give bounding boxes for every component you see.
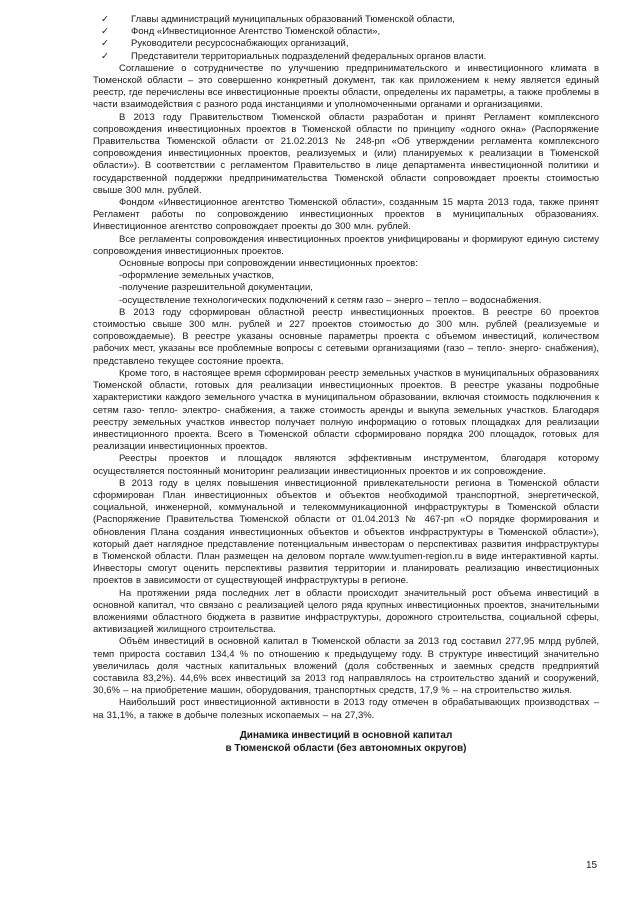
paragraph: Объём инвестиций в основной капитал в Тюменской области за 2013 год составил 277,95 млрд рублей, темп прироста составил 134,4 % по отношению к предыдущему году. В структуре инвестиций значительно увеличилась доля частных капитальных вложений (доля собственных и заемных средств предприятий составила 83,2%). 44,6% всех инвестиций за 2013 год направлялось на строительство зданий и сооружений, 30,6% – на приобретение машин, оборудования, транспортных средств, 17,9 % – на строительство жилья.: [93, 636, 599, 697]
paragraph: Соглашение о сотрудничестве по улучшению предпринимательского и инвестиционного климата в Тюменской области – это совершенно конкретный документ, так как приложением к нему является единый реестр, где перечислены все инвестиционные проекты области, определены их параметры, а также проблемы в части взаимодействия с разного рода инстанциями и уполномоченными органами и организациями.: [93, 62, 599, 111]
list-item: [93, 51, 599, 63]
checkmark-icon: ✓: [101, 38, 109, 50]
paragraph: Реестры проектов и площадок являются эффективным инструментом, благодаря которому осуществляется постоянный мониторинг реализации инвестиционных проектов и их сопровождение.: [93, 453, 599, 477]
section-heading: [93, 729, 599, 755]
paragraph: В 2013 году в целях повышения инвестиционной привлекательности региона в Тюменской области сформирован План инвестиционных объектов и объектов необходимой транспортной, энергетической, социальной, инженерной, коммунальной и телекоммуникационной инфраструктуры в Тюменской области (Распоряжение Правительства Тюменской области от 01.04.2013 № 467-рп «О порядке формирования и обновления Плана создания инвестиционных объектов и объектов инфраструктуры в Тюменской области»), который дает наглядное представление потенциальным инвесторам о перспективах развития инфраструктуры в Тюменской области. План размещен на деловом портале www.tyumen-region.ru в виде интерактивной карты. Инвесторы смогут оценить перспективы развития территории и планировать реализацию инвестиционных проектов в зависимости от существующей инфраструктуры в регионе.: [93, 477, 599, 587]
paragraph: На протяжении ряда последних лет в области происходит значительный рост объема инвестиций в основной капитал, что связано с реализацией целого ряда крупных инвестиционных проектов, значительными вложениями областного бюджета в развитие инфраструктуры, дорожного строительства, социальной сферы, активизацией жилищного строительства.: [93, 587, 599, 636]
paragraph: Фондом «Инвестиционное агентство Тюменской области», созданным 15 марта 2013 года, также принят Регламент работы по сопровождению инвестиционных проектов в муниципальных образованиях. Инвестиционное агентство сопровождает проекты до 300 млн. рублей.: [93, 197, 599, 233]
list-item: [93, 14, 599, 26]
checkmark-icon: ✓: [101, 26, 109, 38]
list-item: [93, 26, 599, 38]
paragraph: Кроме того, в настоящее время сформирован реестр земельных участков в муниципальных образованиях Тюменской области, готовых для реализации инвестиционных проектов. В реестре указаны подробные характеристики каждого земельного участка в муниципальном образовании, включая стоимость подключения к сетям газо- тепло- электро- снабжения, а также стоимость аренды и выкупа земельных участков. Благодаря реестру земельных участков инвестор получает полную информацию о готовых площадках для реализации инвестиционного проекта. Всего в Тюменской области сформировано порядка 200 площадок, готовых для реализации инвестиционных проектов.: [93, 367, 599, 453]
checkmark-icon: ✓: [101, 14, 109, 25]
list-item: [93, 38, 599, 50]
list-item-text: Руководители ресурсоснабжающих организаций,: [131, 38, 349, 50]
list-item-text: Главы администраций муниципальных образований Тюменской области,: [131, 14, 455, 25]
paragraph: Наибольший рост инвестиционной активности в 2013 году отмечен в обрабатывающих производствах – на 31,1%, а также в добыче полезных ископаемых – на 27,3%.: [93, 697, 599, 721]
heading-line: Динамика инвестиций в основной капитал: [239, 729, 453, 741]
heading-line: в Тюменской области (без автономных округов): [225, 742, 467, 754]
checkmark-icon: ✓: [101, 50, 109, 62]
page-number: 15: [586, 860, 598, 871]
list-item: -получение разрешительной документации,: [119, 282, 313, 294]
paragraph: В 2013 году Правительством Тюменской области разработан и принят Регламент комплексного сопровождения инвестиционных проектов в Тюменской области по принципу «одного окна» (Распоряжение Правительства Тюменской области от 21.02.2013 № 248-рп «Об утверждении регламента комплексного сопровождения инвестиционных проектов, реализуемых и (или) планируемых к реализации в Тюменской области»). В соответствии с регламентом Правительство в лице департамента инвестиционной политики и государственной поддержки предпринимательства Тюменской области сопровождает проекты стоимостью свыше 300 млн. рублей.: [93, 111, 599, 196]
list-item: -осуществление технологических подключений к сетям газо – энерго – тепло – водоснабжения.: [119, 294, 542, 306]
paragraph: Все регламенты сопровождения инвестиционных проектов унифицированы и формируют единую систему сопровождения инвестиционных проектов.: [93, 233, 599, 257]
paragraph: Основные вопросы при сопровождении инвестиционных проектов:: [119, 258, 418, 270]
paragraph: В 2013 году сформирован областной реестр инвестиционных проектов. В реестре 60 проектов стоимостью свыше 300 млн. рублей и 227 проектов стоимостью до 300 млн. рублей (реализуемые и сопровождаемые). В реестре указаны основные параметры проекта с объемом инвестиций, количеством рабочих мест, указаны все проблемные вопросы с сетевыми организациями (газо – тепло- энерго- снабжения), представлено текущее состояние проекта.: [93, 306, 599, 367]
participants-list: [93, 14, 599, 63]
list-item-text: Фонд «Инвестиционное Агентство Тюменской области»,: [131, 26, 381, 38]
list-item: -оформление земельных участков,: [119, 270, 274, 282]
list-item-text: Представители территориальных подразделений федеральных органов власти.: [131, 50, 487, 62]
page-content: [93, 14, 599, 755]
